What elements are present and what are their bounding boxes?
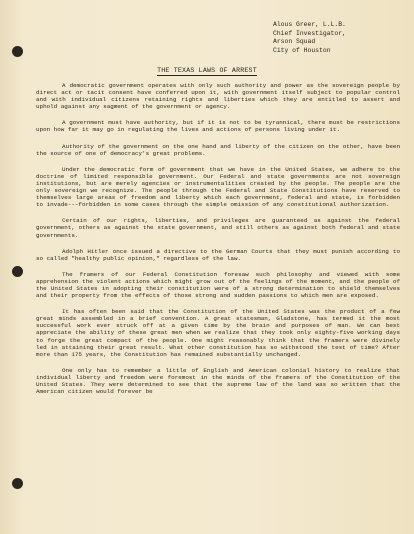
paragraph: Authority of the government on the one hand and liberty of the citizen on the other, have been the source of one of democracy's great problems. [36,142,400,157]
author-block [273,21,407,55]
document-title-text: THE TEXAS LAWS OF ARREST [157,67,257,74]
paragraph: The framers of our Federal Constitution foresaw such philosophy and viewed with some apprehension the violent actions which might grow out of the feelings of the moment, and the people of the United States in adopting their constitution were of a strong determination to shield themselves and their property from the effects of those strong and sudden passions to which men are exposed. [36,270,400,300]
author-name: Alous Greer, L.L.B. [273,21,346,28]
author-title: Chief Investigator, [273,29,346,37]
binder-hole [12,266,23,277]
paragraph: It has often been said that the Constitution of the United States was the product of a few great minds assembled in a brief convention. A great statesman, Gladstone, has termed it the most successful work ever struck off at a given time by the brain and purposes of man. We can best appreciate the ability of these great men when we realize that they took only eighty-five working days to forge the great compact of the people. One might reasonably think that the framers were divinely led in attaining their great result. What other constitution has so withstood the test of time? After more than 175 years, the Constitution has remained substantially unchanged. [36,308,400,358]
document-title [0,67,414,74]
paragraph: One only has to remember a little of English and American colonial history to realize that individual liberty and freedom were foremost in the minds of the framers of the Constitution of the United States. They were determined to see that the supreme law of the land was so written that the American citizen would forever be [36,366,400,396]
paragraph: Under the democratic form of government that we have in the United States, we adhere to the doctrine of limited responsible government. Our Federal and state governments are not sovereign institutions, but are merely agencies or instrumentalities created by the people. The people are the only sovereign we recognize. The people through the Federal and State Constitutions have reserved to themselves large areas of freedom and liberty which each government, federal and state, is forbidden to invade---forbidden in some cases through the simple omission of any constitutional authorization. [36,165,400,209]
binder-hole [12,478,23,489]
paragraph: Adolph Hitler once issued a directive to the German Courts that they must punish according to so called "healthy public opinion," regardless of the law. [36,247,400,262]
paragraph: A government must have authority, but if it is not to be tyrannical, there must be restrictions upon how far it may go in regulating the lives and actions of persons living under it. [36,119,400,134]
author-unit: Arson Squad [273,38,316,46]
author-city: City of Houston [273,46,331,54]
paragraph: Certain of our rights, liberties, and privileges are guaranteed as against the federal government, others as against the state government, and still others as against both federal and state governments. [36,217,400,239]
paragraph: A democratic government operates with only such authority and power as the sovereign people by direct act or tacit consent have conferred upon it, with government itself subject to popular control and with individual citizens retaining rights and liberties which they are entitled to assert and uphold against any sagment of the government or agency. [36,82,400,111]
document-body [36,82,400,404]
binder-hole [12,46,23,57]
